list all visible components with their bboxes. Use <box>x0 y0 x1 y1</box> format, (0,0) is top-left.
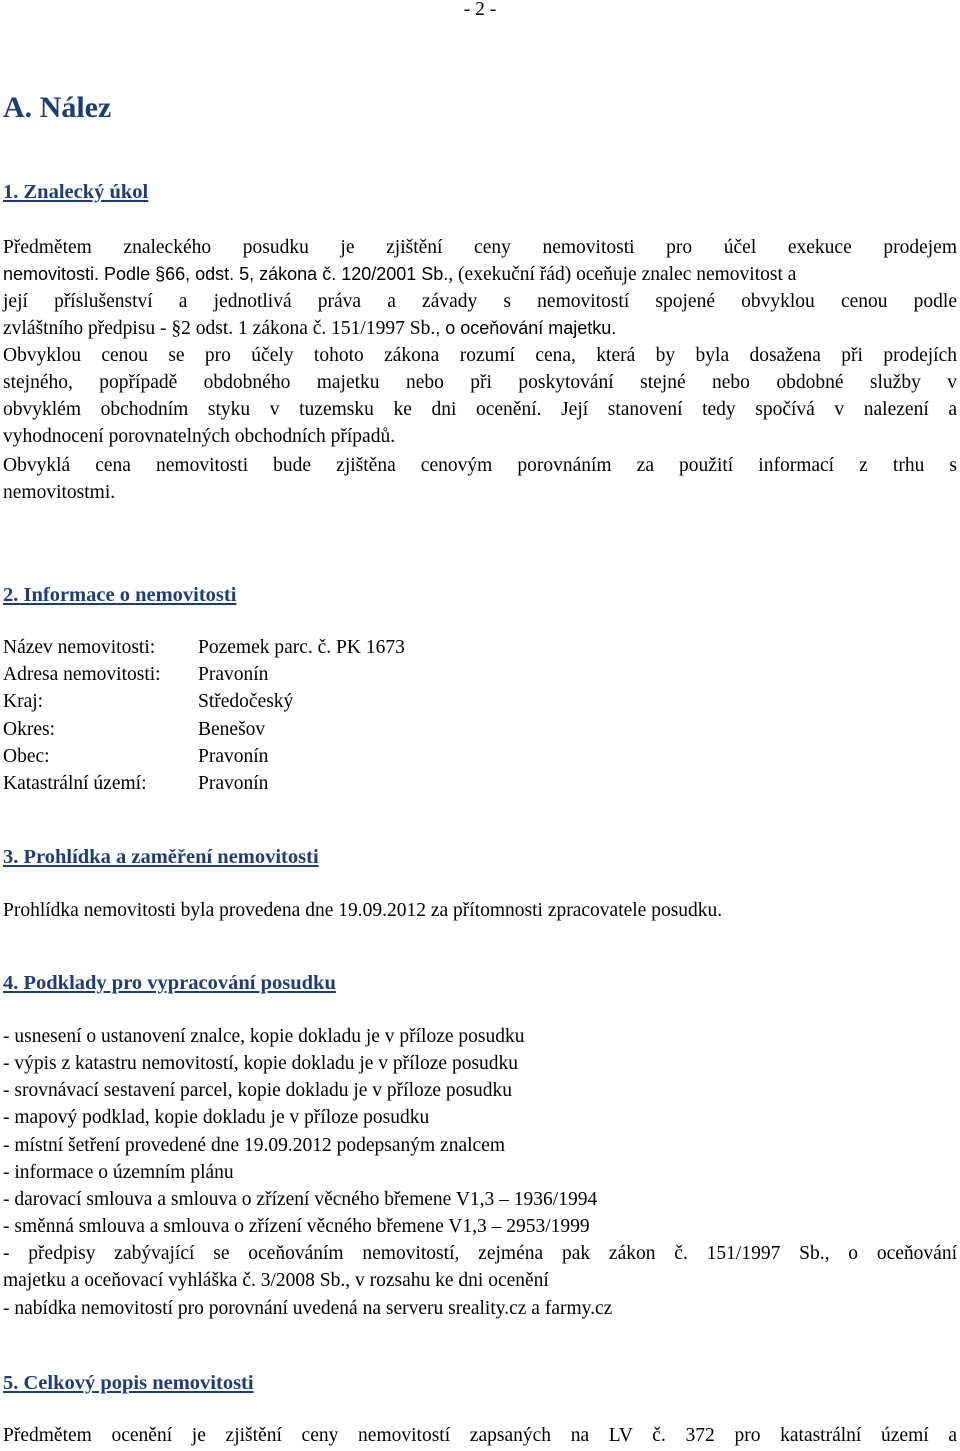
paragraph-line: stejného, popřípadě obdobného majetku nebo při poskytování stejné nebo obdobné služby v <box>3 372 957 393</box>
paragraph-line <box>3 261 957 288</box>
paragraph-line: její příslušenství a jednotlivá práva a závady s nemovitostí spojené obvyklou cenou podle <box>3 291 957 312</box>
municipality-value: Pravonín <box>198 746 269 767</box>
property-address-value: Pravonín <box>198 664 269 685</box>
list-item: - výpis z katastru nemovitostí, kopie dokladu je v příloze posudku <box>3 1053 519 1074</box>
section-1-heading: 1. Znalecký úkol <box>3 181 149 203</box>
list-item: - usnesení o ustanovení znalce, kopie dokladu je v příloze posudku <box>3 1026 525 1047</box>
paragraph-line <box>3 315 957 342</box>
section-3-heading: 3. Prohlídka a zaměření nemovitosti <box>3 846 319 868</box>
list-item-continuation: majetku a oceňovací vyhláška č. 3/2008 Sb., v rozsahu ke dni ocenění <box>3 1270 549 1291</box>
property-name-label: Název nemovitosti: <box>3 637 156 658</box>
line-segment: , o oceňování majetku. <box>435 318 617 338</box>
list-item: - darovací smlouva a smlouva o zřízení věcného břemene V1,3 – 1936/1994 <box>3 1189 598 1210</box>
cadastral-area-label: Katastrální území: <box>3 773 147 794</box>
inspection-text: Prohlídka nemovitosti byla provedena dne 19.09.2012 za přítomnosti zpracovatele posudku. <box>3 900 723 921</box>
paragraph-line: nemovitostmi. <box>3 482 116 503</box>
district-label: Okres: <box>3 719 55 740</box>
paragraph-line: vyhodnocení porovnatelných obchodních případů. <box>3 426 396 447</box>
paragraph-line: Obvyklou cenou se pro účely tohoto zákona rozumí cena, která by byla dosažena při prodejích <box>3 345 957 366</box>
list-item: - mapový podklad, kopie dokladu je v příloze posudku <box>3 1107 430 1128</box>
line-segment: , (exekuční řád) oceňuje znalec nemovitost a <box>448 264 797 285</box>
paragraph-line: obvyklém obchodním styku v tuzemsku ke dni ocenění. Její stanovení tedy spočívá v nalezení a <box>3 399 957 420</box>
list-item: - předpisy zabývající se oceňováním nemovitostí, zejména pak zákon č. 151/1997 Sb., o oceňování <box>3 1243 957 1264</box>
line-segment: nemovitosti. Podle §66, odst. 5, zákona č. 120/2001 Sb. <box>3 264 449 284</box>
paragraph-line: Předmětem ocenění je zjištění ceny nemovitostí zapsaných na LV č. 372 pro katastrální území a <box>3 1425 957 1446</box>
section-4-heading: 4. Podklady pro vypracování posudku <box>3 972 336 994</box>
property-address-label: Adresa nemovitosti: <box>3 664 161 685</box>
property-name-value: Pozemek parc. č. PK 1673 <box>198 637 405 658</box>
list-item: - nabídka nemovitostí pro porovnání uvedená na serveru sreality.cz a farmy.cz <box>3 1298 613 1319</box>
list-item: - směnná smlouva a smlouva o zřízení věcného břemene V1,3 – 2953/1999 <box>3 1216 590 1237</box>
paragraph-line: Obvyklá cena nemovitosti bude zjištěna cenovým porovnáním za použití informací z trhu s <box>3 455 957 476</box>
line-segment: zvláštního předpisu - §2 odst. 1 zákona č. 151/1997 Sb. <box>3 318 436 339</box>
district-value: Benešov <box>198 719 266 740</box>
municipality-label: Obec: <box>3 746 50 767</box>
region-label: Kraj: <box>3 691 44 712</box>
paragraph-line: Předmětem znaleckého posudku je zjištění ceny nemovitosti pro účel exekuce prodejem <box>3 237 957 258</box>
list-item: - místní šetření provedené dne 19.09.2012 podepsaným znalcem <box>3 1135 505 1156</box>
page-number: - 2 - <box>463 0 497 20</box>
list-item: - informace o územním plánu <box>3 1162 234 1183</box>
section-2-heading: 2. Informace o nemovitosti <box>3 584 237 606</box>
section-5-heading: 5. Celkový popis nemovitosti <box>3 1372 254 1394</box>
page-title: A. Nález <box>3 91 112 124</box>
list-item: - srovnávací sestavení parcel, kopie dokladu je v příloze posudku <box>3 1080 513 1101</box>
region-value: Středočeský <box>198 691 294 712</box>
cadastral-area-value: Pravonín <box>198 773 269 794</box>
